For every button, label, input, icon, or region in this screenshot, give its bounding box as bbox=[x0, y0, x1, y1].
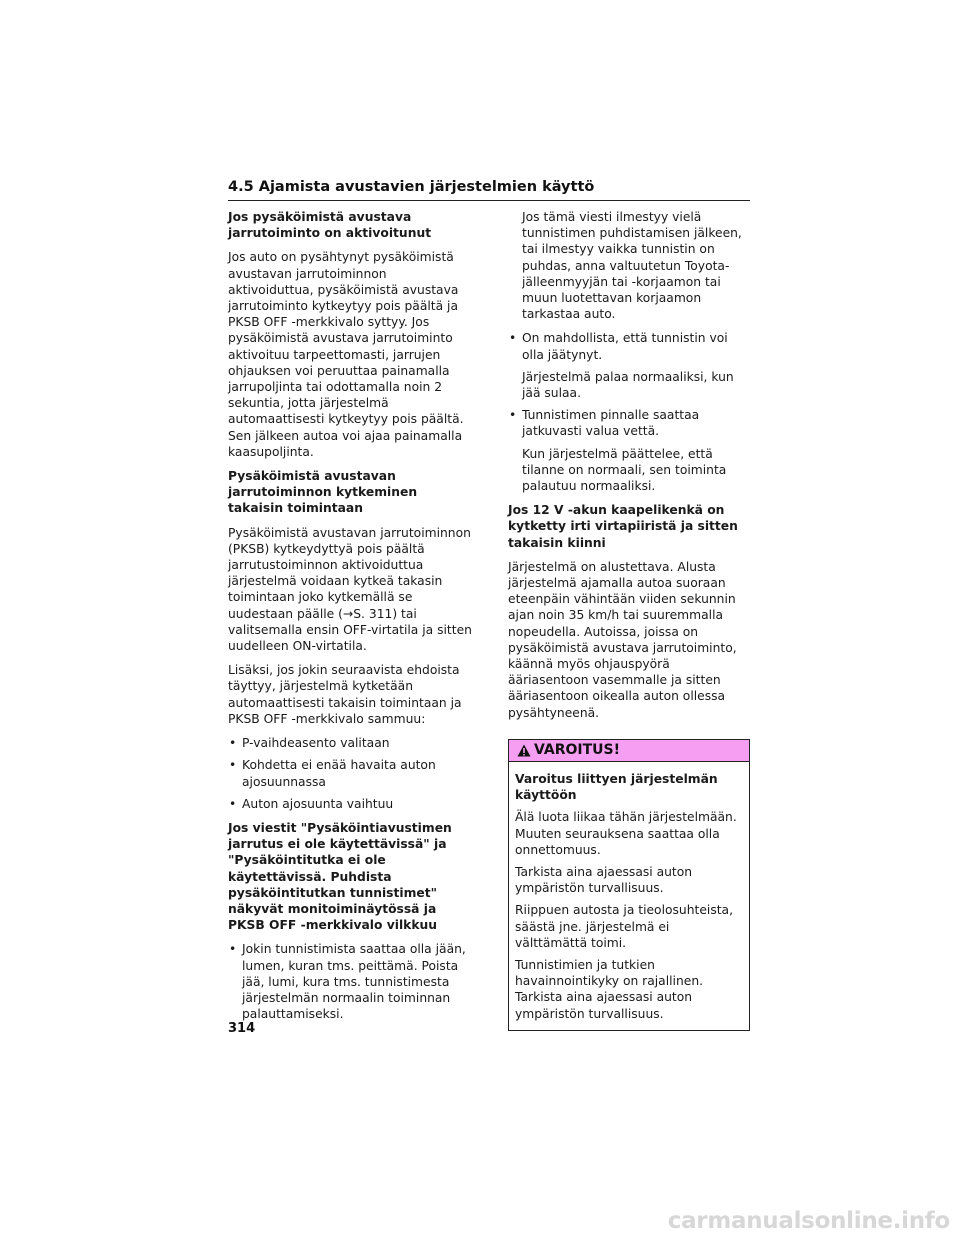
paragraph-sensor-continued: Jos tämä viesti ilmestyy vielä tunnistimen puhdistamisen jälkeen, tai ilmestyy vaikka tunnistin on puhdas, anna valtuutetun Toyota-jälleenmyyjän tai -korjaamon tai muun luotettavan korjaamon tarkastaa auto. bbox=[522, 210, 742, 322]
heading-battery-reconnect: Jos 12 V -akun kaapelikenkä on kytketty irti virtapiiristä ja sitten takaisin kiinni bbox=[508, 503, 738, 550]
warning-paragraph: Älä luota liikaa tähän järjestelmään. Muuten seurauksena saattaa olla onnettomuus. bbox=[515, 810, 737, 857]
list-item-text: • Tunnistimen pinnalle saattaa jatkuvasti valua vettä. bbox=[522, 408, 700, 439]
warning-heading: Varoitus liittyen järjestelmän käyttöön bbox=[515, 771, 718, 803]
list-item: • P-vaihdeasento valitaan bbox=[228, 735, 476, 751]
list-item bbox=[508, 407, 750, 494]
list-item: • Auton ajosuunta vaihtuu bbox=[228, 796, 476, 812]
sensor-causes-list bbox=[228, 941, 476, 1022]
list-item: • Jokin tunnistimista saattaa olla jään, lumen, kuran tms. peittämä. Poista jää, lumi, kura tms. tunnistimesta järjestelmän normaalin toiminnan palauttamiseksi. bbox=[228, 941, 476, 1022]
heading-sensor-messages: Jos viestit "Pysäköintiavustimen jarrutus ei ole käytettävissä" ja "Pysäköintitutka ei ole käytettävissä. Puhdista pysäköintitutkan tunnistimet" näkyvät monitoiminäytössä ja PKSB OFF -merkkivalo vilkkuu bbox=[228, 820, 452, 933]
paragraph-conditions-intro: Lisäksi, jos jokin seuraavista ehdoista täyttyy, järjestelmä kytketään automaattisesti takaisin toimintaan ja PKSB OFF -merkkivalo sammuu: bbox=[228, 663, 462, 726]
list-item-text: • On mahdollista, että tunnistin voi olla jäätynyt. bbox=[522, 331, 728, 362]
warning-box bbox=[508, 739, 750, 1031]
warning-paragraph: Tunnistimien ja tutkien havainnointikyky on rajallinen. Tarkista aina ajaessasi auton ympäristön turvallisuus. bbox=[515, 957, 704, 1021]
conditions-list bbox=[228, 735, 476, 812]
list-item: • Kohdetta ei enää havaita auton ajosuunnassa bbox=[228, 757, 476, 789]
title-divider bbox=[228, 200, 750, 201]
warning-paragraph: Riippuen autosta ja tieolosuhteista, säästä jne. järjestelmä ei välttämättä toimi. bbox=[515, 903, 733, 950]
list-item-subtext: Järjestelmä palaa normaaliksi, kun jää sulaa. bbox=[522, 369, 734, 401]
warning-body bbox=[509, 762, 749, 1030]
heading-reenable-function: Pysäköimistä avustavan jarrutoiminnon kytkeminen takaisin toimintaan bbox=[228, 469, 418, 516]
paragraph-reenable-function: Pysäköimistä avustavan jarrutoiminnon (PKSB) kytkeydyttyä pois päältä jarrutustoiminnon aktivoiduttua järjestelmä voidaan kytkeä takasin toimintaan joko kytkemällä se uudestaan päälle (→S. 311) tai valitsemalla ensin OFF-virtatila ja sitten uudelleen ON-virtatila. bbox=[228, 525, 472, 654]
list-item bbox=[508, 330, 750, 401]
warning-header bbox=[509, 740, 749, 762]
right-column bbox=[508, 209, 750, 1031]
page-number: 314 bbox=[228, 1021, 256, 1036]
section-title: 4.5 Ajamista avustavien järjestelmien käyttö bbox=[228, 179, 595, 195]
warning-paragraph: Tarkista aina ajaessasi auton ympäristön turvallisuus. bbox=[515, 864, 693, 896]
sensor-causes-list-continued bbox=[508, 330, 750, 494]
left-column bbox=[228, 209, 476, 1030]
list-item-subtext: Kun järjestelmä päättelee, että tilanne on normaali, sen toiminta palautuu normaaliksi. bbox=[522, 446, 727, 494]
heading-parking-brake-activated: Jos pysäköimistä avustava jarrutoiminto on aktivoitunut bbox=[228, 210, 432, 241]
watermark: carmanualsonline.info bbox=[667, 1208, 950, 1234]
paragraph-parking-brake-activated: Jos auto on pysähtynyt pysäköimistä avustavan jarrutoiminnon aktivoiduttua, pysäköimistä avustava jarrutoiminto kytkeytyy pois päältä ja PKSB OFF -merkkivalo syttyy. Jos pysäköimistä avustava jarrutoiminto aktivoituu tarpeettomasti, jarrujen ohjauksen voi peruuttaa painamalla jarrupoljinta tai odottamalla noin 2 sekuntia, jotta järjestelmä automaattisesti kytkeytyy pois päältä. Sen jälkeen autoa voi ajaa painamalla kaasupoljinta. bbox=[228, 250, 464, 459]
warning-triangle-icon bbox=[517, 744, 531, 757]
warning-label: VAROITUS! bbox=[534, 742, 620, 759]
paragraph-battery-reconnect: Järjestelmä on alustettava. Alusta järjestelmä ajamalla autoa suoraan eteenpäin vähintään viiden sekunnin ajan noin 35 km/h tai suuremmalla nopeudella. Autoissa, joissa on pysäköimistä avustava jarrutoiminto, käännä myös ohjauspyörä ääriasentoon vasemmalle ja sitten ääriasentoon oikealla auton ollessa pysähtyneenä. bbox=[508, 559, 737, 720]
